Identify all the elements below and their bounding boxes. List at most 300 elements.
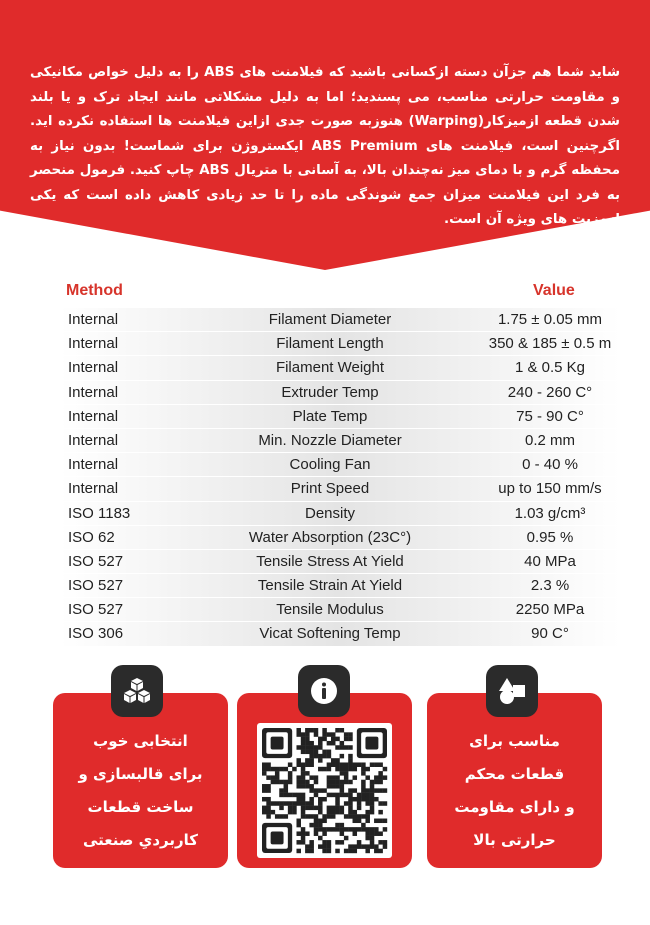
qr-module (361, 827, 366, 832)
row-property: Tensile Strain At Yield (257, 577, 403, 595)
qr-module (374, 819, 379, 824)
qr-module (318, 827, 323, 832)
qr-module (378, 801, 383, 806)
table-row (60, 477, 620, 501)
qr-module (271, 801, 276, 806)
value-header: Value (533, 282, 575, 299)
qr-module (266, 810, 271, 815)
qr-module (378, 849, 383, 854)
qr-module (305, 801, 310, 806)
qr-module (275, 801, 280, 806)
qr-module (370, 840, 375, 845)
qr-module (284, 801, 289, 806)
qr-module (340, 840, 345, 845)
qr-module (378, 788, 383, 793)
qr-module (344, 836, 349, 841)
qr-module (370, 780, 375, 785)
qr-module (327, 844, 332, 849)
qr-module (344, 849, 349, 854)
qr-module (309, 775, 314, 780)
qr-module (353, 767, 358, 772)
row-property: Tensile Modulus (276, 601, 384, 619)
qr-module (327, 849, 332, 854)
qr-module (288, 801, 293, 806)
qr-module (357, 797, 362, 802)
qr-module (348, 844, 353, 849)
card-line: برای قالبسازی و (78, 765, 203, 783)
qr-module (309, 758, 314, 763)
qr-module (365, 819, 370, 824)
qr-module (335, 823, 340, 828)
qr-module (322, 844, 327, 849)
qr-module (374, 775, 379, 780)
qr-module (331, 737, 336, 742)
card-strong-parts-text (437, 725, 592, 857)
qr-module (370, 844, 375, 849)
qr-module (383, 844, 388, 849)
qr-module (305, 771, 310, 776)
qr-module (266, 767, 271, 772)
row-method: Internal (68, 335, 119, 353)
qr-module (318, 767, 323, 772)
qr-module (288, 762, 293, 767)
qr-module (271, 780, 276, 785)
qr-module (348, 732, 353, 737)
qr-module (383, 767, 388, 772)
table-row (60, 622, 620, 646)
qr-module (318, 797, 323, 802)
qr-module (322, 750, 327, 755)
qr-module (301, 793, 306, 798)
row-property: Tensile Stress At Yield (256, 552, 404, 570)
qr-module (301, 810, 306, 815)
qr-module (305, 784, 310, 789)
row-value: 350 & 185 ± 0.5 m (488, 335, 612, 353)
qr-module (301, 814, 306, 819)
qr-module (335, 762, 340, 767)
qr-module (374, 762, 379, 767)
card-line: و دارای مقاومت (454, 798, 575, 816)
qr-module (266, 797, 271, 802)
qr-module (353, 819, 358, 824)
qr-module (357, 801, 362, 806)
qr-finder (271, 831, 284, 844)
row-property: Filament Weight (275, 359, 385, 377)
qr-module (305, 762, 310, 767)
qr-module (301, 806, 306, 811)
row-property: Print Speed (290, 480, 370, 498)
table-row (60, 502, 620, 526)
qr-module (383, 827, 388, 832)
qr-module (309, 806, 314, 811)
qr-module (318, 788, 323, 793)
qr-module (318, 810, 323, 815)
qr-module (322, 840, 327, 845)
qr-module (357, 806, 362, 811)
qr-module (331, 741, 336, 746)
qr-module (271, 775, 276, 780)
qr-module (271, 810, 276, 815)
row-value: 40 MPa (524, 552, 576, 570)
qr-module (340, 788, 345, 793)
qr-code[interactable] (257, 723, 392, 858)
table-row (60, 381, 620, 405)
qr-module (301, 840, 306, 845)
table-row (60, 526, 620, 550)
qr-module (322, 827, 327, 832)
qr-module (344, 801, 349, 806)
qr-module (361, 844, 366, 849)
qr-module (365, 797, 370, 802)
qr-module (335, 758, 340, 763)
row-value: 90 C° (531, 625, 569, 643)
qr-module (335, 810, 340, 815)
qr-module (335, 784, 340, 789)
row-property: Min. Nozzle Diameter (258, 431, 402, 449)
qr-module (314, 831, 319, 836)
qr-module (344, 762, 349, 767)
qr-module (301, 771, 306, 776)
qr-module (331, 827, 336, 832)
qr-module (266, 762, 271, 767)
qr-module (296, 793, 301, 798)
qr-module (266, 775, 271, 780)
qr-module (279, 801, 284, 806)
qr-module (279, 793, 284, 798)
qr-module (348, 737, 353, 742)
qr-module (353, 831, 358, 836)
qr-module (318, 836, 323, 841)
qr-module (370, 801, 375, 806)
qr-module (348, 767, 353, 772)
row-method: Internal (68, 431, 119, 449)
qr-module (262, 762, 267, 767)
qr-module (365, 793, 370, 798)
qr-module (365, 810, 370, 815)
qr-module (284, 784, 289, 789)
qr-module (357, 819, 362, 824)
qr-module (275, 775, 280, 780)
row-property: Vicat Softening Temp (259, 625, 401, 643)
row-method: ISO 306 (68, 625, 124, 643)
qr-module (305, 737, 310, 742)
qr-module (361, 784, 366, 789)
row-value: 0 - 40 % (522, 456, 578, 474)
qr-module (314, 728, 319, 733)
table-row (60, 598, 620, 622)
qr-module (327, 741, 332, 746)
row-method: ISO 527 (68, 601, 124, 619)
qr-finder (271, 737, 284, 750)
qr-module (279, 814, 284, 819)
card-strong-parts (427, 693, 602, 868)
qr-module (374, 827, 379, 832)
qr-module (262, 767, 267, 772)
table-row (60, 405, 620, 429)
qr-module (314, 823, 319, 828)
qr-module (296, 775, 301, 780)
row-method: ISO 1183 (68, 504, 131, 522)
row-property: Filament Length (276, 335, 384, 353)
row-property: Plate Temp (292, 407, 368, 425)
qr-module (305, 814, 310, 819)
qr-module (374, 844, 379, 849)
row-value: 1.03 g/cm³ (514, 504, 586, 522)
qr-module (305, 780, 310, 785)
qr-module (305, 849, 310, 854)
row-property: Cooling Fan (289, 456, 371, 474)
qr-module (266, 806, 271, 811)
qr-module (301, 732, 306, 737)
qr-module (370, 836, 375, 841)
table-row (60, 550, 620, 574)
qr-module (348, 758, 353, 763)
qr-module (314, 780, 319, 785)
qr-module (271, 767, 276, 772)
qr-module (348, 827, 353, 832)
qr-module (331, 814, 336, 819)
qr-module (322, 737, 327, 742)
qr-module (348, 801, 353, 806)
qr-module (301, 745, 306, 750)
qr-module (370, 806, 375, 811)
qr-module (296, 762, 301, 767)
qr-module (348, 849, 353, 854)
card-line: ساخت قطعات (87, 798, 194, 816)
qr-module (348, 810, 353, 815)
qr-module (322, 728, 327, 733)
qr-module (340, 823, 345, 828)
qr-module (318, 801, 323, 806)
table-row (60, 356, 620, 380)
qr-module (365, 827, 370, 832)
qr-module (340, 741, 345, 746)
qr-module (305, 806, 310, 811)
qr-module (335, 767, 340, 772)
row-property: Filament Diameter (268, 311, 392, 328)
qr-module (340, 806, 345, 811)
qr-module (275, 767, 280, 772)
row-method: Internal (68, 359, 119, 377)
qr-module (309, 801, 314, 806)
qr-module (340, 780, 345, 785)
qr-finder (365, 737, 378, 750)
qr-module (344, 793, 349, 798)
spec-table (60, 308, 620, 647)
qr-module (340, 810, 345, 815)
qr-module (314, 775, 319, 780)
qr-module (370, 762, 375, 767)
table-row (60, 332, 620, 356)
qr-module (266, 814, 271, 819)
qr-module (370, 784, 375, 789)
qr-module (327, 840, 332, 845)
qr-module (378, 775, 383, 780)
qr-module (322, 849, 327, 854)
qr-module (378, 780, 383, 785)
qr-module (296, 745, 301, 750)
qr-module (335, 737, 340, 742)
qr-module (301, 827, 306, 832)
qr-module (296, 780, 301, 785)
qr-module (361, 762, 366, 767)
qr-module (340, 827, 345, 832)
qr-module (262, 806, 267, 811)
qr-module (305, 831, 310, 836)
row-method: ISO 527 (68, 552, 124, 570)
qr-module (340, 767, 345, 772)
table-row (60, 429, 620, 453)
qr-module (361, 771, 366, 776)
qr-module (327, 810, 332, 815)
qr-module (374, 831, 379, 836)
qr-module (335, 849, 340, 854)
qr-module (279, 780, 284, 785)
table-row (60, 308, 620, 332)
qr-module (335, 775, 340, 780)
qr-module (331, 793, 336, 798)
qr-module (314, 793, 319, 798)
row-value: up to 150 mm/s (498, 480, 602, 498)
qr-module (344, 767, 349, 772)
qr-module (361, 823, 366, 828)
qr-module (331, 806, 336, 811)
qr-module (275, 814, 280, 819)
qr-module (344, 827, 349, 832)
qr-module (378, 840, 383, 845)
card-line: مناسب برای (469, 732, 560, 750)
row-value: 1 & 0.5 Kg (514, 359, 586, 377)
qr-module (340, 728, 345, 733)
qr-module (374, 788, 379, 793)
qr-module (348, 762, 353, 767)
qr-module (331, 810, 336, 815)
qr-module (335, 806, 340, 811)
qr-module (357, 793, 362, 798)
qr-module (383, 819, 388, 824)
qr-module (327, 732, 332, 737)
qr-module (262, 788, 267, 793)
qr-module (309, 788, 314, 793)
qr-module (348, 797, 353, 802)
qr-module (335, 827, 340, 832)
qr-module (378, 810, 383, 815)
row-method: Internal (68, 383, 119, 401)
qr-module (296, 831, 301, 836)
qr-module (301, 767, 306, 772)
qr-module (370, 827, 375, 832)
qr-module (296, 732, 301, 737)
qr-module (374, 849, 379, 854)
qr-module (262, 784, 267, 789)
qr-module (327, 762, 332, 767)
qr-module (365, 849, 370, 854)
qr-module (361, 788, 366, 793)
row-method: Internal (68, 407, 119, 425)
qr-module (266, 801, 271, 806)
qr-module (314, 827, 319, 832)
qr-module (301, 797, 306, 802)
qr-module (357, 840, 362, 845)
qr-module (327, 814, 332, 819)
qr-module (383, 840, 388, 845)
row-method: Internal (68, 480, 119, 498)
qr-module (309, 814, 314, 819)
qr-module (365, 836, 370, 841)
qr-module (296, 728, 301, 733)
qr-module (365, 775, 370, 780)
qr-module (383, 788, 388, 793)
qr-module (348, 793, 353, 798)
qr-module (357, 762, 362, 767)
qr-module (357, 814, 362, 819)
table-header (0, 282, 650, 302)
qr-module (331, 780, 336, 785)
qr-module (292, 801, 297, 806)
qr-module (335, 797, 340, 802)
qr-module (378, 771, 383, 776)
qr-module (309, 754, 314, 759)
qr-module (322, 819, 327, 824)
card-line: قطعات محکم (464, 765, 565, 783)
qr-module (301, 737, 306, 742)
qr-module (318, 823, 323, 828)
qr-module (327, 806, 332, 811)
qr-module (322, 754, 327, 759)
qr-module (327, 827, 332, 832)
qr-module (309, 823, 314, 828)
qr-module (305, 741, 310, 746)
qr-module (292, 806, 297, 811)
qr-module (327, 767, 332, 772)
qr-module (305, 745, 310, 750)
qr-module (279, 767, 284, 772)
qr-module (262, 797, 267, 802)
qr-module (353, 810, 358, 815)
qr-module (309, 784, 314, 789)
qr-module (296, 758, 301, 763)
qr-module (296, 797, 301, 802)
qr-module (305, 758, 310, 763)
qr-module (331, 784, 336, 789)
qr-module (296, 819, 301, 824)
qr-module (340, 793, 345, 798)
qr-module (301, 762, 306, 767)
method-header: Method (66, 282, 123, 299)
table-row (60, 453, 620, 477)
qr-module (288, 775, 293, 780)
qr-module (335, 801, 340, 806)
qr-module (301, 831, 306, 836)
qr-module (374, 797, 379, 802)
qr-module (361, 780, 366, 785)
qr-module (305, 750, 310, 755)
qr-module (348, 754, 353, 759)
qr-module (314, 745, 319, 750)
qr-module (318, 741, 323, 746)
qr-module (301, 801, 306, 806)
qr-module (327, 784, 332, 789)
qr-module (370, 831, 375, 836)
qr-module (322, 797, 327, 802)
row-value: 0.95 % (526, 528, 574, 546)
qr-module (301, 836, 306, 841)
qr-module (262, 810, 267, 815)
row-property: Density (304, 504, 356, 522)
qr-module (378, 831, 383, 836)
qr-module (292, 810, 297, 815)
qr-module (318, 844, 323, 849)
